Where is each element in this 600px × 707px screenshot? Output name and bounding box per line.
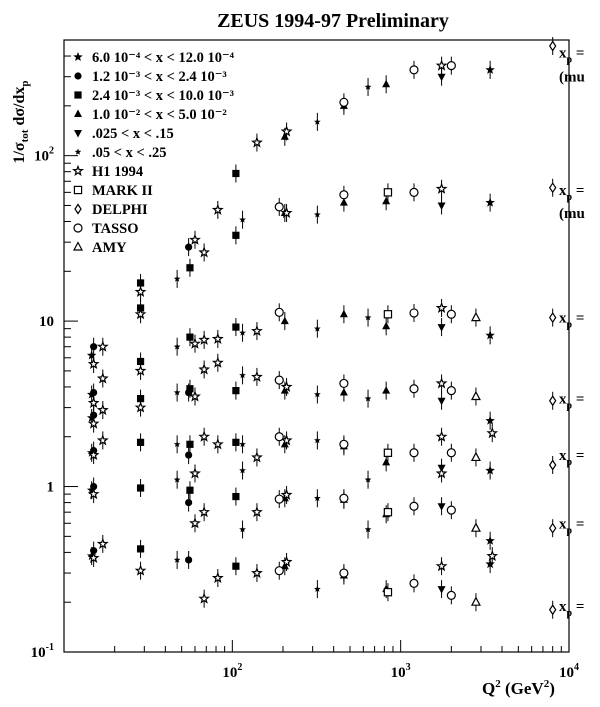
data-point [437, 562, 446, 570]
data-point [200, 594, 209, 602]
data-point [382, 322, 390, 330]
data-point [384, 189, 391, 196]
data-point [410, 66, 418, 74]
data-point [281, 317, 289, 325]
series-range-label: $x_p$ = [559, 516, 585, 537]
data-point [488, 429, 497, 437]
legend-marker [74, 243, 82, 251]
data-point [447, 310, 455, 318]
y-tick-label: 10 [39, 314, 54, 331]
data-point [550, 524, 556, 533]
data-point [410, 188, 418, 196]
legend-label: H1 1994 [92, 164, 144, 180]
x-axis-label: $Q^2$ (GeV$^2$) [482, 678, 555, 698]
data-point [232, 563, 239, 570]
data-point [186, 441, 193, 448]
data-point [200, 248, 209, 256]
y-axis-label: $1/\sigma_{tot}$ $d\sigma/dx_p$ [11, 80, 31, 164]
data-point [232, 232, 239, 239]
data-point [137, 439, 144, 446]
data-point [186, 264, 193, 271]
data-point [437, 469, 446, 477]
x-tick-label: $10^3$ [390, 662, 411, 681]
data-point [550, 313, 556, 322]
data-point [191, 469, 200, 477]
legend-label: 6.0 10⁻⁴ < x < 12.0 10⁻⁴ [92, 50, 235, 66]
data-point [410, 385, 418, 393]
data-point [185, 244, 192, 251]
data-point [99, 406, 108, 414]
data-point [410, 502, 418, 510]
data-point [472, 313, 480, 321]
data-point [185, 556, 192, 563]
data-point [550, 460, 556, 469]
data-point [99, 342, 108, 350]
data-point [410, 579, 418, 587]
series-triangle [281, 75, 390, 598]
data-point [340, 569, 348, 577]
data-point [384, 449, 391, 456]
data-point [253, 327, 262, 335]
data-point [438, 586, 446, 594]
data-point [340, 191, 348, 199]
data-point [214, 574, 223, 582]
legend-label: 1.2 10⁻³ < x < 2.4 10⁻³ [92, 69, 227, 85]
data-point [472, 598, 480, 606]
data-point [90, 343, 97, 350]
data-point [382, 197, 390, 205]
legend-marker [74, 186, 81, 193]
data-point [340, 379, 348, 387]
data-point [200, 508, 209, 516]
data-point [472, 392, 480, 400]
data-point [232, 387, 239, 394]
x-tick-label: $10^2$ [222, 662, 243, 681]
data-point [200, 335, 209, 343]
data-point [340, 98, 348, 106]
data-point [437, 61, 446, 69]
legend-label: .05 < x < .25 [92, 145, 167, 161]
data-point [136, 366, 145, 374]
legend-label: MARK II [92, 183, 153, 199]
data-point [340, 310, 348, 318]
data-point [89, 399, 98, 407]
series-range-label: $x_p$ = [559, 182, 585, 203]
series-open-circle [275, 57, 455, 605]
legend-marker [74, 130, 82, 138]
series-square [137, 164, 240, 575]
data-point [253, 138, 262, 146]
legend [73, 50, 234, 256]
data-point [384, 311, 391, 318]
y-axis-ticks [31, 40, 78, 661]
data-point [438, 74, 446, 82]
data-point [200, 365, 209, 373]
data-point [438, 324, 446, 332]
data-point [253, 453, 262, 461]
series-range-label: $x_p$ = [559, 598, 585, 619]
data-point [437, 184, 446, 192]
data-point [89, 360, 98, 368]
data-point [438, 503, 446, 511]
data-point [186, 487, 193, 494]
data-point [136, 403, 145, 411]
chart-title: ZEUS 1994-97 Preliminary [217, 10, 449, 32]
data-point [275, 203, 283, 211]
y-tick-label: $10^{-1}$ [30, 642, 54, 661]
data-point [447, 591, 455, 599]
data-point [214, 440, 223, 448]
data-point [136, 288, 145, 296]
series-range-label: (mu [559, 206, 585, 223]
data-point [275, 433, 283, 441]
data-point [253, 569, 262, 577]
data-point [382, 458, 390, 466]
data-point [472, 524, 480, 532]
data-point [282, 127, 291, 135]
data-point [137, 545, 144, 552]
data-point [99, 374, 108, 382]
legend-marker [75, 205, 81, 214]
series-range-label: $x_p$ = [559, 45, 585, 66]
data-point [384, 589, 391, 596]
data-point [253, 372, 262, 380]
data-point [191, 235, 200, 243]
data-point [447, 387, 455, 395]
data-point [550, 41, 556, 50]
series-open-triangle [472, 309, 480, 612]
data-point [472, 453, 480, 461]
data-point [253, 508, 262, 516]
legend-label: 2.4 10⁻³ < x < 10.0 10⁻³ [92, 88, 235, 104]
legend-marker [74, 167, 83, 175]
data-point [437, 432, 446, 440]
x-axis-ticks [115, 640, 579, 681]
data-point [275, 376, 283, 384]
legend-label: DELPHI [92, 202, 148, 218]
series-labels [559, 46, 585, 619]
legend-marker [73, 52, 83, 61]
series-tri-down [438, 68, 446, 598]
data-point [382, 80, 390, 88]
data-point [447, 506, 455, 514]
series-range-label: $x_p$ = [559, 391, 585, 412]
data-point [99, 436, 108, 444]
legend-marker [74, 110, 82, 118]
data-point [410, 309, 418, 317]
data-point [550, 605, 556, 614]
data-point [447, 449, 455, 457]
legend-marker [74, 224, 82, 232]
data-point [275, 308, 283, 316]
data-point [437, 304, 446, 312]
data-point [438, 398, 446, 406]
series-range-label: $x_p$ = [559, 448, 585, 469]
data-point [232, 170, 239, 177]
data-point [447, 62, 455, 70]
data-point [214, 205, 223, 213]
data-point [137, 484, 144, 491]
legend-marker [74, 72, 81, 79]
y-tick-label: $10^2$ [34, 145, 54, 165]
legend-label: TASSO [92, 221, 139, 237]
data-point [410, 449, 418, 457]
data-point [275, 495, 283, 503]
series-open-diamond [550, 37, 556, 619]
data-point [232, 493, 239, 500]
legend-label: 1.0 10⁻² < x < 5.0 10⁻² [92, 107, 227, 123]
data-point [382, 386, 390, 394]
data-point [136, 566, 145, 574]
legend-label: .025 < x < .15 [92, 126, 174, 142]
data-point [232, 323, 239, 330]
data-point [437, 379, 446, 387]
data-point [214, 335, 223, 343]
data-point [185, 451, 192, 458]
series-range-label: (mu [559, 69, 585, 86]
series-range-label: $x_p$ = [559, 310, 585, 331]
legend-label: AMY [92, 240, 127, 256]
data-point [340, 494, 348, 502]
data-point [340, 440, 348, 448]
data-point [232, 439, 239, 446]
data-points [87, 37, 556, 619]
data-point [186, 385, 193, 392]
data-point [384, 509, 391, 516]
legend-marker [74, 91, 81, 98]
data-point [186, 334, 193, 341]
data-point [438, 202, 446, 210]
data-point [550, 183, 556, 192]
data-point [185, 499, 192, 506]
data-point [275, 567, 283, 575]
y-tick-label: 1 [46, 479, 54, 496]
x-tick-label: $10^4$ [559, 662, 579, 681]
data-point [99, 539, 108, 547]
data-point [488, 552, 497, 560]
data-point [550, 396, 556, 405]
data-point [214, 358, 223, 366]
legend-marker [75, 149, 82, 155]
data-point [200, 432, 209, 440]
data-point [191, 519, 200, 527]
